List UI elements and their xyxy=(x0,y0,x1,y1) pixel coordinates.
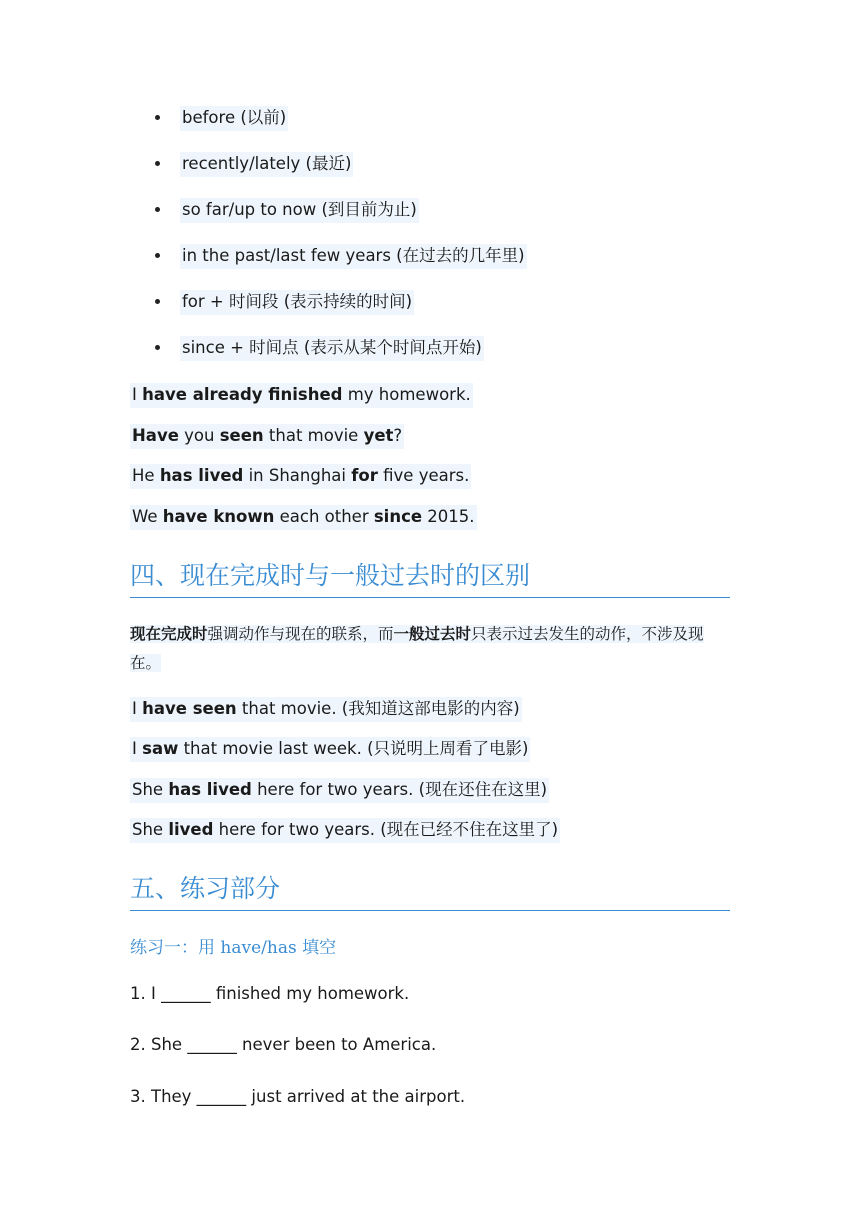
example-sentence: He has lived in Shanghai for five years. xyxy=(130,464,471,488)
bullet-dot xyxy=(155,161,160,166)
list-item-text: for + 时间段 (表示持续的时间) xyxy=(180,290,414,315)
list-item-text: recently/lately (最近) xyxy=(180,152,353,177)
list-item xyxy=(155,149,527,195)
example-sentence: She lived here for two years. (现在已经不住在这里了) xyxy=(130,818,560,842)
example-sentence: Have you seen that movie yet? xyxy=(130,424,404,448)
exercise-subheading: 练习一：用 have/has 填空 xyxy=(130,938,337,958)
example-sentence: We have known each other since 2015. xyxy=(130,505,477,529)
bullet-dot xyxy=(155,345,160,350)
list-item xyxy=(155,241,527,287)
comparison-paragraph: 现在完成时强调动作与现在的联系，而一般过去时只表示过去发生的动作，不涉及现在。 xyxy=(130,625,704,672)
bullet-dot xyxy=(155,115,160,120)
list-item-text: so far/up to now (到目前为止) xyxy=(180,198,419,223)
section-heading: 四、现在完成时与一般过去时的区别 xyxy=(130,561,730,598)
bullet-dot xyxy=(155,253,160,258)
bullet-dot xyxy=(155,299,160,304)
section-heading: 五、练习部分 xyxy=(130,874,730,911)
example-sentence: She has lived here for two years. (现在还住在这里) xyxy=(130,778,549,802)
example-sentence: I saw that movie last week. (只说明上周看了电影) xyxy=(130,737,530,761)
list-item-text: since + 时间点 (表示从某个时间点开始) xyxy=(180,336,484,361)
example-sentence: I have already finished my homework. xyxy=(130,383,473,407)
list-item xyxy=(155,195,527,241)
bullet-dot xyxy=(155,207,160,212)
exercise-question: 2. She ______ never been to America. xyxy=(130,1035,437,1054)
list-item xyxy=(155,333,527,379)
list-item-text: in the past/last few years (在过去的几年里) xyxy=(180,244,527,269)
list-item xyxy=(155,287,527,333)
list-item xyxy=(155,103,527,149)
exercise-question: 1. I ______ finished my homework. xyxy=(130,984,410,1003)
time-expression-list xyxy=(155,103,527,379)
list-item-text: before (以前) xyxy=(180,106,288,131)
example-sentence: I have seen that movie. (我知道这部电影的内容) xyxy=(130,697,522,721)
exercise-question: 3. They ______ just arrived at the airport. xyxy=(130,1087,466,1106)
